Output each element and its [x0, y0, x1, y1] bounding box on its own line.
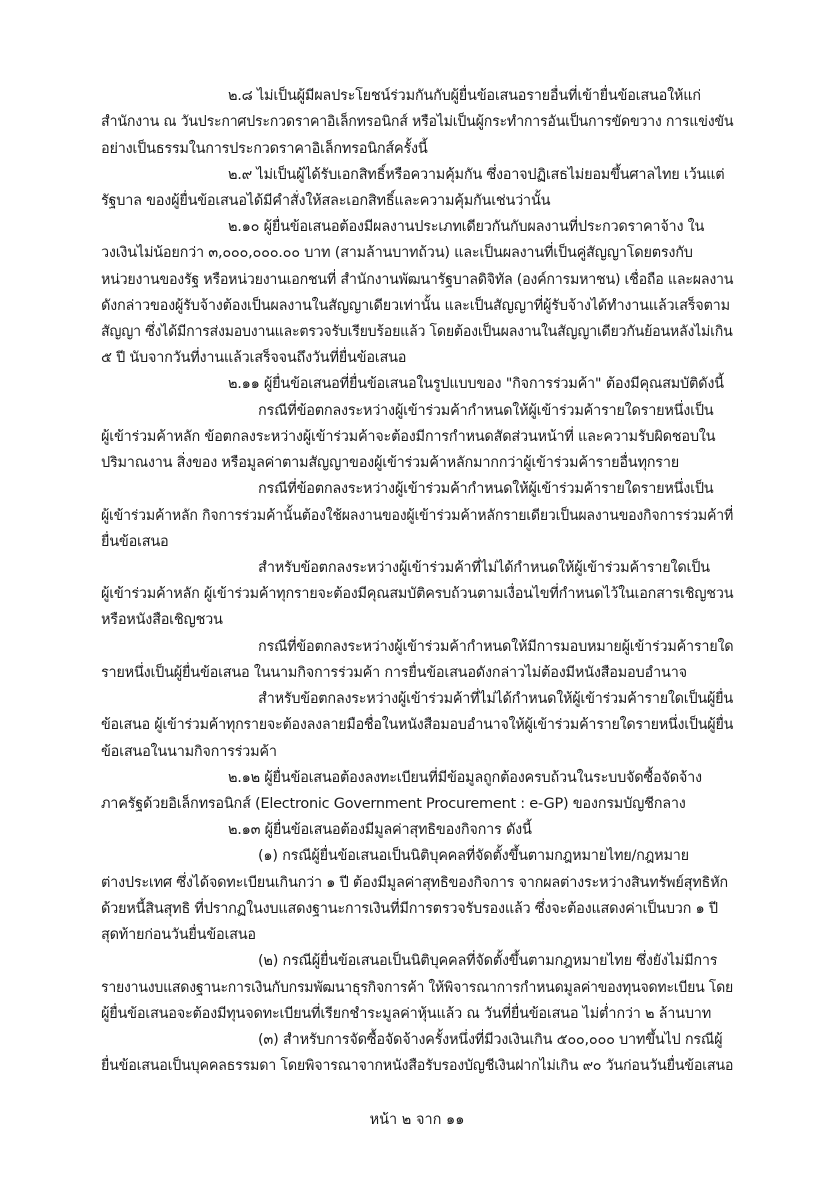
text-line: ภาครัฐด้วยอิเล็กทรอนิกส์ (Electronic Government Procurement : e-GP) ของกรมบัญชีกลาง [101, 796, 686, 812]
text-line: อย่างเป็นธรรมในการประกวดราคาอิเล็กทรอนิกส์ครั้งนี้ [101, 141, 428, 157]
text-line: สุดท้ายก่อนวันยื่นข้อเสนอ [101, 927, 256, 943]
text-line: รายหนึ่งเป็นผู้ยื่นข้อเสนอ ในนามกิจการร่วมค้า การยื่นข้อเสนอดังกล่าวไม่ต้องมีหนังสือมอบอำนาจ [101, 665, 687, 681]
text-line: ยื่นข้อเสนอเป็นบุคคลธรรมดา โดยพิจารณาจากหนังสือรับรองบัญชีเงินฝากไม่เกิน ๙๐ วันก่อนวันยื่นข้อเสนอ [101, 1058, 734, 1074]
text-line: กรณีที่ข้อตกลงระหว่างผู้เข้าร่วมค้ากำหนดให้ผู้เข้าร่วมค้ารายใดรายหนึ่งเป็น [258, 481, 714, 497]
text-line: กรณีที่ข้อตกลงระหว่างผู้เข้าร่วมค้ากำหนดให้มีการมอบหมายผู้เข้าร่วมค้ารายใด [258, 639, 734, 655]
text-line: วงเงินไม่น้อยกว่า ๓,๐๐๐,๐๐๐.๐๐ บาท (สามล้านบาทถ้วน) และเป็นผลงานที่เป็นคู่สัญญาโดยตรงกับ [101, 245, 693, 261]
text-line: ผู้ยื่นข้อเสนอจะต้องมีทุนจดทะเบียนที่เรียกชำระมูลค่าหุ้นแล้ว ณ วันที่ยื่นข้อเสนอ ไม่ต่ำกว่า ๒ ล้านบาท [101, 1006, 712, 1022]
text-line: (๑) กรณีผู้ยื่นข้อเสนอเป็นนิติบุคคลที่จัดตั้งขึ้นตามกฎหมายไทย/กฎหมาย [258, 848, 689, 864]
text-line: สำหรับข้อตกลงระหว่างผู้เข้าร่วมค้าที่ไม่ได้กำหนดให้ผู้เข้าร่วมค้ารายใดเป็นผู้ยื่น [258, 691, 733, 707]
text-line: ๒.๑๑ ผู้ยื่นข้อเสนอที่ยื่นข้อเสนอในรูปแบบของ "กิจการร่วมค้า" ต้องมีคุณสมบัติดังนี้ [228, 376, 724, 392]
text-line: ๒.๑๐ ผู้ยื่นข้อเสนอต้องมีผลงานประเภทเดียวกันกับผลงานที่ประกวดราคาจ้าง ใน [228, 219, 705, 235]
text-line: สัญญา ซึ่งได้มีการส่งมอบงานและตรวจรับเรียบร้อยแล้ว โดยต้องเป็นผลงานในสัญญาเดียวกันย้อนหลังไม่เกิน [101, 324, 733, 340]
text-line: ๒.๘ ไม่เป็นผู้มีผลประโยชน์ร่วมกันกับผู้ยื่นข้อเสนอรายอื่นที่เข้ายื่นข้อเสนอให้แก่ [228, 88, 701, 104]
text-line: ๕ ปี นับจากวันที่งานแล้วเสร็จจนถึงวันที่ยื่นข้อเสนอ [101, 350, 407, 366]
text-line: ๒.๙ ไม่เป็นผู้ได้รับเอกสิทธิ์หรือความคุ้มกัน ซึ่งอาจปฏิเสธไม่ยอมขึ้นศาลไทย เว้นแต่ [228, 167, 725, 183]
text-line: ผู้เข้าร่วมค้าหลัก กิจการร่วมค้านั้นต้องใช้ผลงานของผู้เข้าร่วมค้าหลักรายเดียวเป็นผลงานของกิจการร่วมค้าที่ [101, 508, 734, 524]
text-line: รายงานงบแสดงฐานะการเงินกับกรมพัฒนาธุรกิจการค้า ให้พิจารณาการกำหนดมูลค่าของทุนจดทะเบียน โดย [101, 980, 734, 996]
text-line: ดังกล่าวของผู้รับจ้างต้องเป็นผลงานในสัญญาเดียวเท่านั้น และเป็นสัญญาที่ผู้รับจ้างได้ทำงานแล้วเสร็จตาม [101, 298, 730, 314]
text-line: ๒.๑๓ ผู้ยื่นข้อเสนอต้องมีมูลค่าสุทธิของกิจการ ดังนี้ [228, 822, 532, 838]
text-line: สำหรับข้อตกลงระหว่างผู้เข้าร่วมค้าที่ไม่ได้กำหนดให้ผู้เข้าร่วมค้ารายใดเป็น [258, 560, 710, 576]
text-line: ยื่นข้อเสนอ [101, 534, 169, 550]
text-line: ต่างประเทศ ซึ่งได้จดทะเบียนเกินกว่า ๑ ปี ต้องมีมูลค่าสุทธิของกิจการ จากผลต่างระหว่างสินทรัพย์สุทธิหัก [101, 875, 728, 891]
text-line: ข้อเสนอในนามกิจการร่วมค้า [101, 744, 277, 760]
text-line: สำนักงาน ณ วันประกาศประกวดราคาอิเล็กทรอนิกส์ หรือไม่เป็นผู้กระทำการอันเป็นการขัดขวาง การแข่งขัน [101, 114, 734, 130]
text-line: ปริมาณงาน สิ่งของ หรือมูลค่าตามสัญญาของผู้เข้าร่วมค้าหลักมากกว่าผู้เข้าร่วมค้ารายอื่นทุกราย [101, 455, 679, 471]
text-line: ด้วยหนี้สินสุทธิ ที่ปรากฏในงบแสดงฐานะการเงินที่มีการตรวจรับรองแล้ว ซึ่งจะต้องแสดงค่าเป็นบวก ๑ ปี [101, 901, 718, 917]
text-line: ข้อเสนอ ผู้เข้าร่วมค้าทุกรายจะต้องลงลายมือชื่อในหนังสือมอบอำนาจให้ผู้เข้าร่วมค้ารายใดรายหนึ่งเป็นผู้ยื่น [101, 717, 734, 733]
text-line: กรณีที่ข้อตกลงระหว่างผู้เข้าร่วมค้ากำหนดให้ผู้เข้าร่วมค้ารายใดรายหนึ่งเป็น [258, 403, 714, 419]
text-line: ผู้เข้าร่วมค้าหลัก ผู้เข้าร่วมค้าทุกรายจะต้องมีคุณสมบัติครบถ้วนตามเงื่อนไขที่กำหนดไว้ในเอกสารเชิญชวน [101, 586, 734, 602]
text-line: หรือหนังสือเชิญชวน [101, 612, 223, 628]
text-line: ๒.๑๒ ผู้ยื่นข้อเสนอต้องลงทะเบียนที่มีข้อมูลถูกต้องครบถ้วนในระบบจัดซื้อจัดจ้าง [228, 770, 702, 786]
text-line: (๓) สำหรับการจัดซื้อจัดจ้างครั้งหนึ่งที่มีวงเงินเกิน ๕๐๐,๐๐๐ บาทขึ้นไป กรณีผู้ [258, 1032, 723, 1048]
text-line: รัฐบาล ของผู้ยื่นข้อเสนอได้มีคำสั่งให้สละเอกสิทธิ์และความคุ้มกันเช่นว่านั้น [101, 193, 551, 209]
text-line: (๒) กรณีผู้ยื่นข้อเสนอเป็นนิติบุคคลที่จัดตั้งขึ้นตามกฎหมายไทย ซึ่งยังไม่มีการ [258, 953, 718, 969]
page-number-footer: หน้า ๒ จาก ๑๑ [369, 1112, 465, 1128]
text-line: ผู้เข้าร่วมค้าหลัก ข้อตกลงระหว่างผู้เข้าร่วมค้าจะต้องมีการกำหนดสัดส่วนหน้าที่ และความรับผิดชอบใน [101, 429, 716, 445]
text-line: หน่วยงานของรัฐ หรือหน่วยงานเอกชนที่ สำนักงานพัฒนารัฐบาลดิจิทัล (องค์การมหาชน) เชื่อถือ และผลงาน [101, 272, 734, 288]
